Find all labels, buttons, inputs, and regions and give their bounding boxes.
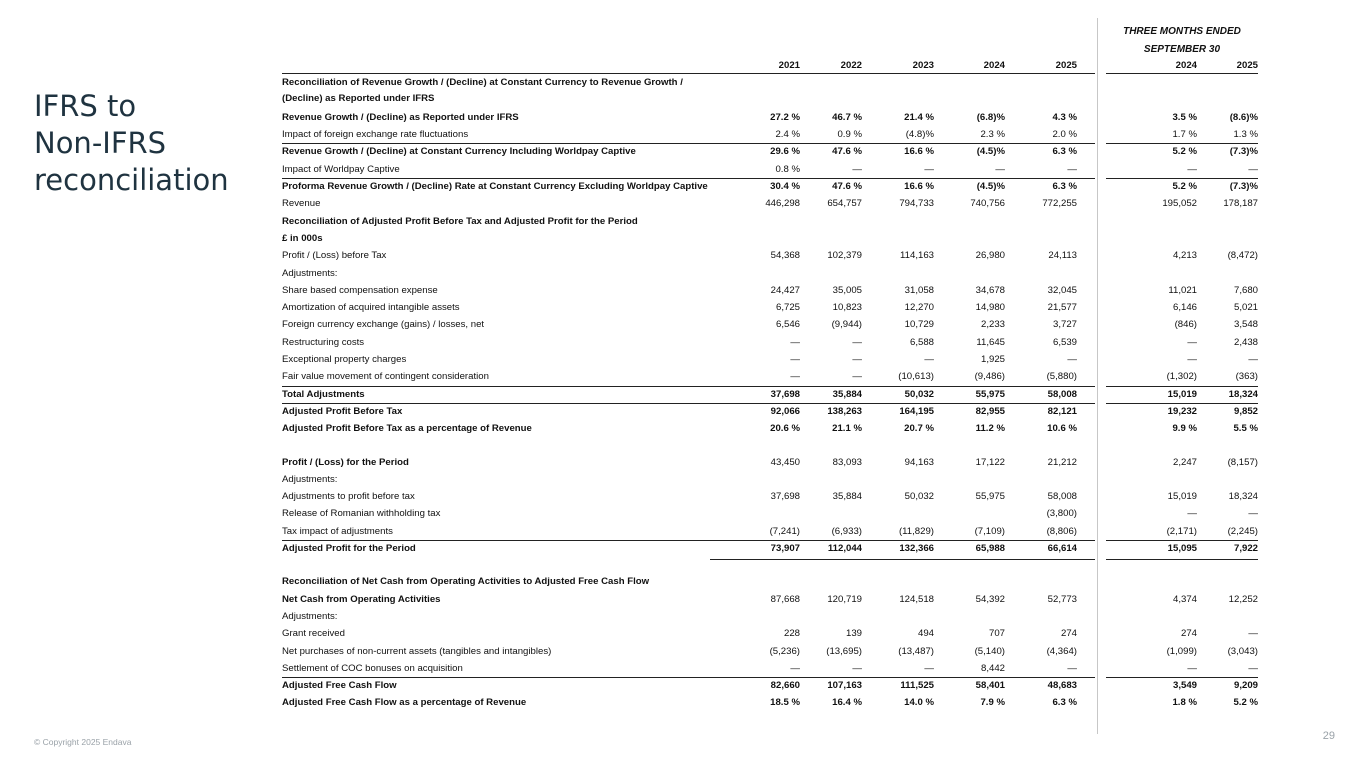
table-cell: 102,379 [827,250,862,262]
title-line: reconciliation [34,163,229,197]
table-cell: 195,052 [1162,198,1197,210]
table-row [282,386,1262,403]
table-cell: 92,066 [770,405,800,417]
table-row [282,213,1262,230]
table-cell: 1.3 % [1233,129,1258,141]
table-row [282,247,1262,264]
table-row [282,505,1262,522]
row-label: Adjusted Profit for the Period [282,543,416,555]
table-cell: (10,613) [898,371,934,383]
table-cell: — [790,371,800,383]
table-cell: 35,884 [832,491,862,503]
row-label: Profit / (Loss) for the Period [282,456,409,468]
row-label: Adjusted Free Cash Flow as a percentage of Revenue [282,697,527,709]
table-cell: 6,588 [909,336,934,348]
table-cell: — [1067,662,1077,674]
table-cell: 10,823 [832,302,862,314]
row-label: Revenue Growth / (Decline) at Constant Currency Including Worldpay Captive [282,146,636,158]
table-cell: 48,683 [1047,680,1077,692]
table-row [282,178,1262,195]
table-cell: 21,212 [1047,456,1077,468]
table-cell: 34,678 [975,284,1005,296]
table-row [282,488,1262,505]
table-cell: 5,021 [1233,302,1258,314]
table-row [282,126,1262,143]
row-label: Proforma Revenue Growth / (Decline) Rate at Constant Currency Excluding Worldpay Captive [282,181,708,193]
table-cell: 707 [988,628,1005,640]
table-cell: 16.6 % [904,181,934,193]
page-number: 29 [1322,730,1335,742]
table-cell: (363) [1235,371,1258,383]
table-cell: 21.4 % [904,111,934,123]
table-cell: — [1248,163,1258,175]
row-label: Amortization of acquired intangible assets [282,302,460,314]
table-cell: 2.3 % [980,129,1005,141]
table-row [282,403,1262,420]
copyright-notice: © Copyright 2025 Endava [34,737,132,747]
table-cell: — [1067,354,1077,366]
table-cell: 66,614 [1047,543,1077,555]
table-cell: 5.5 % [1233,423,1258,435]
table-cell: 124,518 [899,593,934,605]
table-cell: 16.6 % [904,146,934,158]
table-cell: 6,146 [1172,302,1197,314]
table-row [282,591,1262,608]
table-cell: 4,374 [1172,593,1197,605]
reconciliation-table [282,57,1262,712]
table-cell: 10,729 [904,319,934,331]
table-cell: 52,773 [1047,593,1077,605]
table-cell: — [852,371,862,383]
table-cell: 46.7 % [832,111,862,123]
table-cell: — [924,662,934,674]
table-cell: 107,163 [827,680,862,692]
row-label: Reconciliation of Revenue Growth / (Decline) at Constant Currency to Revenue Growth / (Decline) as Reported under IFRS [282,77,683,105]
table-cell: 7,922 [1233,543,1258,555]
table-cell: 139 [845,628,862,640]
table-row [282,625,1262,642]
row-label: Adjustments: [282,473,338,485]
table-row [282,540,1262,557]
table-cell: 14.0 % [904,697,934,709]
table-cell: 50,032 [904,388,934,400]
table-cell: 18,324 [1228,491,1258,503]
table-cell: 35,884 [832,388,862,400]
table-cell: (3,043) [1227,645,1258,657]
table-cell: 6.3 % [1052,697,1077,709]
row-label: Adjustments: [282,267,338,279]
table-cell: 112,044 [827,543,862,555]
table-cell: 11.2 % [975,423,1005,435]
table-cell: 55,975 [975,491,1005,503]
table-cell: 29.6 % [770,146,800,158]
table-cell: 58,008 [1047,491,1077,503]
table-cell: 5.2 % [1172,146,1197,158]
table-row [282,161,1262,178]
row-label: £ in 000s [282,232,323,244]
column-header: 2025 [1055,60,1077,71]
table-cell: 24,113 [1048,250,1077,262]
table-cell: 120,719 [827,593,862,605]
table-cell: — [1248,354,1258,366]
table-cell: — [852,354,862,366]
table-cell: — [1248,508,1258,520]
table-cell: 5.2 % [1172,181,1197,193]
table-cell: (8,472) [1227,250,1258,262]
table-cell: (4.8)% [905,129,934,141]
table-cell: 2,438 [1233,336,1258,348]
table-cell: 18.5 % [770,697,800,709]
row-label: Reconciliation of Adjusted Profit Before Tax and Adjusted Profit for the Period [282,215,638,227]
table-cell: (7,109) [974,525,1005,537]
table-cell: 10.6 % [1047,423,1077,435]
column-header: 2025 [1236,60,1258,71]
table-cell: 11,645 [976,336,1005,348]
table-cell: (11,829) [898,525,934,537]
table-cell: 21.1 % [832,423,862,435]
table-cell: 274 [1060,628,1077,640]
row-label: Tax impact of adjustments [282,525,393,537]
table-cell: 37,698 [770,388,800,400]
table-cell: (9,486) [974,371,1005,383]
table-cell: — [1187,662,1197,674]
column-header: 2021 [778,60,800,71]
table-cell: 4.3 % [1052,111,1077,123]
table-cell: 2.4 % [775,129,800,141]
table-cell: 3,727 [1052,319,1077,331]
table-cell: 47.6 % [832,181,862,193]
table-cell: 16.4 % [832,697,862,709]
table-cell: (4,364) [1046,645,1077,657]
row-label: Reconciliation of Net Cash from Operating Activities to Adjusted Free Cash Flow [282,576,650,588]
table-row [282,660,1262,677]
table-cell: (7.3)% [1229,181,1258,193]
table-cell: 274 [1180,628,1197,640]
row-label: Adjustments to profit before tax [282,491,415,503]
table-cell: 3,549 [1172,680,1197,692]
table-cell: (13,487) [898,645,934,657]
table-cell: (5,880) [1046,371,1077,383]
table-cell: 20.6 % [770,423,800,435]
row-label: Adjusted Free Cash Flow [282,680,397,692]
table-row [282,368,1262,385]
table-cell: 9,209 [1233,680,1258,692]
table-row [282,282,1262,299]
table-cell: (2,245) [1227,525,1258,537]
table-cell: (9,944) [831,319,862,331]
table-cell: 31,058 [904,284,934,296]
title-line: Non-IFRS [34,126,167,160]
table-cell: 2.0 % [1052,129,1077,141]
row-label: Release of Romanian withholding tax [282,508,441,520]
row-label: Revenue Growth / (Decline) as Reported under IFRS [282,111,519,123]
table-row [282,471,1262,488]
table-cell: 50,032 [904,491,934,503]
page-title [34,88,264,199]
row-label: Revenue [282,198,321,210]
table-row [282,109,1262,126]
table-cell: 12,252 [1228,593,1258,605]
row-label: Net purchases of non-current assets (tangibles and intangibles) [282,645,552,657]
table-cell: 58,008 [1047,388,1077,400]
table-row [282,643,1262,660]
table-cell: 6,539 [1052,336,1077,348]
table-cell: 30.4 % [770,181,800,193]
table-cell: (6,933) [831,525,862,537]
table-cell: 4,213 [1172,250,1197,262]
table-cell: 82,660 [770,680,800,692]
table-cell: 17,122 [975,456,1005,468]
table-row [282,195,1262,212]
table-row [282,230,1262,247]
table-cell: — [924,163,934,175]
table-cell: — [1187,354,1197,366]
period-header-line: THREE MONTHS ENDED [1123,26,1241,37]
table-cell: 6,546 [775,319,800,331]
table-cell: (13,695) [826,645,862,657]
row-spacer [282,438,1262,454]
table-cell: 73,907 [770,543,800,555]
table-cell: 15,019 [1167,388,1197,400]
period-header [1107,23,1257,59]
table-cell: (8,157) [1227,456,1258,468]
table-cell: 54,368 [770,250,800,262]
table-cell: 20.7 % [904,423,934,435]
table-cell: 494 [917,628,934,640]
column-header: 2023 [912,60,934,71]
table-cell: 87,668 [770,593,800,605]
table-row [282,351,1262,368]
table-cell: 2,247 [1172,456,1197,468]
column-header: 2024 [1175,60,1197,71]
table-cell: 446,298 [765,198,800,210]
table-row [282,677,1262,694]
table-cell: (846) [1174,319,1197,331]
table-cell: 1.7 % [1172,129,1197,141]
table-cell: 228 [783,628,800,640]
table-cell: 0.8 % [775,163,800,175]
table-cell: 0.9 % [837,129,862,141]
table-cell: 7.9 % [980,697,1005,709]
table-cell: 114,163 [900,250,934,262]
table-cell: 55,975 [975,388,1005,400]
table-cell: — [852,662,862,674]
table-cell: 11,021 [1168,284,1197,296]
table-row [282,608,1262,625]
table-cell: (4.5)% [976,181,1005,193]
table-cell: 24,427 [770,284,800,296]
table-cell: — [924,354,934,366]
table-cell: 37,698 [770,491,800,503]
table-cell: 794,733 [899,198,934,210]
row-label: Adjusted Profit Before Tax [282,405,403,417]
table-cell: — [995,163,1005,175]
table-cell: — [1187,163,1197,175]
table-cell: 27.2 % [770,111,800,123]
table-cell: (3,800) [1046,508,1077,520]
table-cell: (1,302) [1166,371,1197,383]
table-cell: — [852,163,862,175]
table-cell: 654,757 [827,198,862,210]
table-row [282,334,1262,351]
column-header: 2024 [983,60,1005,71]
table-cell: 1.8 % [1172,697,1197,709]
table-cell: (7,241) [769,525,800,537]
table-cell: 35,005 [832,284,862,296]
table-cell: 3.5 % [1172,111,1197,123]
table-cell: 6.3 % [1052,181,1077,193]
table-cell: — [1067,163,1077,175]
table-cell: 6,725 [775,302,800,314]
title-line: IFRS to [34,89,137,123]
row-label: Share based compensation expense [282,284,438,296]
table-cell: — [1187,336,1197,348]
table-cell: 18,324 [1228,388,1258,400]
table-header-row [282,57,1262,74]
table-row [282,454,1262,471]
row-label: Profit / (Loss) before Tax [282,250,387,262]
row-label: Adjustments: [282,610,338,622]
table-cell: 47.6 % [832,146,862,158]
table-cell: (5,140) [974,645,1005,657]
table-row [282,265,1262,282]
table-cell: 6.3 % [1052,146,1077,158]
table-cell: — [1248,628,1258,640]
table-cell: 15,019 [1167,491,1197,503]
table-cell: 111,525 [900,680,934,692]
table-cell: 54,392 [975,593,1005,605]
row-label: Net Cash from Operating Activities [282,593,441,605]
table-cell: — [1248,662,1258,674]
row-label: Exceptional property charges [282,354,407,366]
table-cell: 14,980 [975,302,1005,314]
row-label: Restructuring costs [282,336,365,348]
table-cell: (2,171) [1166,525,1197,537]
table-cell: 7,680 [1233,284,1258,296]
table-cell: — [1187,508,1197,520]
table-cell: 5.2 % [1233,697,1258,709]
row-label: Grant received [282,628,345,640]
row-label: Adjusted Profit Before Tax as a percentage of Revenue [282,423,532,435]
table-cell: 9.9 % [1172,423,1197,435]
table-cell: 43,450 [770,456,800,468]
table-row [282,316,1262,333]
table-body [282,74,1262,711]
table-cell: 3,548 [1233,319,1258,331]
table-cell: (7.3)% [1229,146,1258,158]
table-cell: 26,980 [975,250,1005,262]
table-cell: 740,756 [970,198,1005,210]
table-cell: 2,233 [980,319,1005,331]
table-cell: (8,806) [1046,525,1077,537]
table-cell: 94,163 [904,456,934,468]
row-spacer [282,557,1262,573]
row-label: Impact of Worldpay Captive [282,163,400,175]
row-label: Settlement of COC bonuses on acquisition [282,662,463,674]
row-label: Foreign currency exchange (gains) / losses, net [282,319,485,331]
table-row [282,143,1262,160]
table-cell: (4.5)% [976,146,1005,158]
table-cell: — [790,354,800,366]
table-row [282,420,1262,437]
table-cell: 772,255 [1042,198,1077,210]
table-cell: 178,187 [1223,198,1258,210]
table-cell: 32,045 [1047,284,1077,296]
column-header: 2022 [840,60,862,71]
table-cell: 132,366 [899,543,934,555]
period-header-line: SEPTEMBER 30 [1143,44,1221,55]
table-row [282,573,1262,590]
table-cell: 138,263 [827,405,862,417]
table-cell: 82,121 [1047,405,1077,417]
table-cell: (5,236) [769,645,800,657]
table-row [282,523,1262,540]
table-cell: 9,852 [1233,405,1258,417]
table-cell: (1,099) [1166,645,1197,657]
table-cell: 65,988 [975,543,1005,555]
table-cell: (6.8)% [976,111,1005,123]
table-cell: 164,195 [899,405,934,417]
table-cell: — [790,336,800,348]
table-cell: 21,577 [1047,302,1077,314]
table-cell: (8.6)% [1229,111,1258,123]
table-cell: 19,232 [1167,405,1197,417]
table-cell: — [790,662,800,674]
row-label: Impact of foreign exchange rate fluctuations [282,129,469,141]
table-cell: 1,925 [980,354,1005,366]
table-cell: 83,093 [832,456,862,468]
row-label: Total Adjustments [282,388,365,400]
table-cell: 82,955 [975,405,1005,417]
table-cell: — [852,336,862,348]
table-row [282,74,1262,109]
row-label: Fair value movement of contingent consideration [282,371,489,383]
table-cell: 58,401 [975,680,1005,692]
table-cell: 12,270 [904,302,934,314]
table-cell: 15,095 [1167,543,1197,555]
table-cell: 8,442 [980,662,1005,674]
table-row [282,694,1262,711]
table-row [282,299,1262,316]
